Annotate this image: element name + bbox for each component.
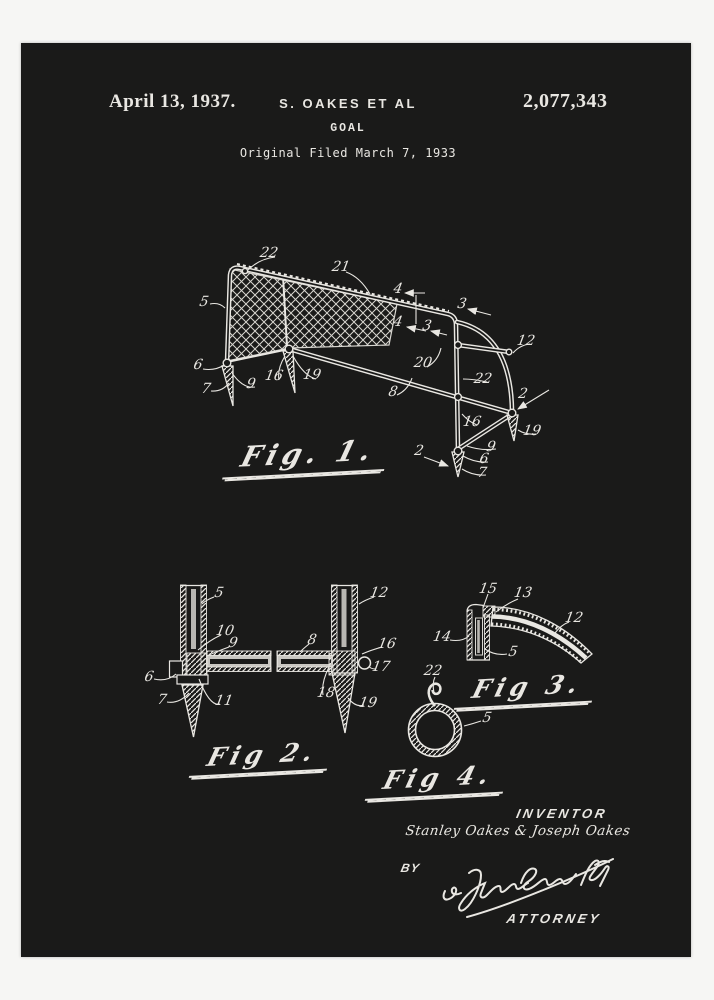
patent-filed-line: Original Filed March 7, 1933 bbox=[239, 146, 457, 160]
ref-numeral-6: 6 bbox=[192, 357, 204, 373]
ref-numeral-19: 19 bbox=[521, 423, 543, 439]
ref-numeral-11: 11 bbox=[213, 693, 235, 709]
patent-date: April 13, 1937. bbox=[109, 91, 236, 112]
ref-numeral-16: 16 bbox=[376, 636, 398, 652]
ref-numeral-8: 8 bbox=[387, 384, 399, 400]
ref-numeral-22: 22 bbox=[472, 371, 494, 387]
patent-page bbox=[21, 43, 691, 957]
ref-numeral-6: 6 bbox=[478, 451, 490, 467]
ref-numeral-15: 15 bbox=[477, 581, 499, 597]
fig3-caption: Fig 3. bbox=[454, 668, 601, 710]
ground-spike bbox=[452, 452, 464, 477]
ref-numeral-4: 4 bbox=[392, 314, 404, 330]
ref-numeral-19: 19 bbox=[357, 695, 379, 711]
ref-numeral-7: 7 bbox=[200, 381, 212, 397]
fig3-corner-elbow-drawing bbox=[450, 594, 592, 663]
ref-numeral-12: 12 bbox=[368, 585, 390, 601]
ref-numeral-3: 3 bbox=[456, 296, 468, 312]
inventor-names: Stanley Oakes & Joseph Oakes bbox=[404, 823, 632, 839]
ref-numeral-5: 5 bbox=[481, 710, 493, 726]
ref-numeral-7: 7 bbox=[476, 465, 488, 481]
ref-numeral-2: 2 bbox=[413, 443, 425, 459]
ref-numeral-12: 12 bbox=[515, 333, 537, 349]
ref-numeral-16: 16 bbox=[263, 368, 285, 384]
patent-title: GOAL bbox=[330, 122, 366, 135]
lacing-hook bbox=[429, 684, 441, 706]
fig2-post-sections-drawing bbox=[154, 585, 382, 737]
inventor-heading: INVENTOR bbox=[514, 806, 610, 821]
ref-numeral-5: 5 bbox=[198, 294, 210, 310]
ref-numeral-12: 12 bbox=[563, 610, 585, 626]
ref-numeral-14: 14 bbox=[431, 629, 453, 645]
ref-numeral-20: 20 bbox=[412, 355, 434, 371]
fig2-caption: Fig 2. bbox=[189, 736, 336, 778]
ref-numeral-16: 16 bbox=[461, 414, 483, 430]
ref-numeral-5: 5 bbox=[213, 585, 225, 601]
ref-numeral-18: 18 bbox=[315, 685, 337, 701]
ref-numeral-5: 5 bbox=[507, 644, 519, 660]
ref-numeral-10: 10 bbox=[214, 623, 236, 639]
ref-numeral-3: 3 bbox=[421, 318, 433, 334]
by-label: BY bbox=[399, 861, 422, 875]
attorney-signature bbox=[444, 859, 613, 917]
ref-numeral-6: 6 bbox=[143, 669, 155, 685]
ground-spike bbox=[222, 366, 233, 406]
ref-numeral-17: 17 bbox=[370, 659, 392, 675]
ref-numeral-4: 4 bbox=[392, 281, 404, 297]
ref-numeral-9: 9 bbox=[227, 635, 239, 651]
ref-numeral-21: 21 bbox=[330, 259, 352, 275]
ref-numeral-19: 19 bbox=[301, 367, 323, 383]
fig1-caption: Fig. 1. bbox=[222, 432, 394, 479]
attorney-label: ATTORNEY bbox=[505, 911, 603, 926]
patent-inventor-line: S. OAKES ET AL bbox=[279, 96, 417, 111]
ground-spike bbox=[507, 415, 518, 441]
patent-number: 2,077,343 bbox=[523, 90, 608, 112]
ref-numeral-8: 8 bbox=[306, 632, 318, 648]
ref-numeral-7: 7 bbox=[156, 692, 168, 708]
fig4-caption: Fig 4. bbox=[365, 759, 512, 801]
ref-numeral-9: 9 bbox=[245, 376, 257, 392]
ref-numeral-22: 22 bbox=[258, 245, 280, 261]
ref-numeral-2: 2 bbox=[517, 386, 529, 402]
ref-numeral-13: 13 bbox=[512, 585, 534, 601]
ref-numeral-9: 9 bbox=[485, 439, 497, 455]
ref-numeral-22: 22 bbox=[422, 663, 444, 679]
